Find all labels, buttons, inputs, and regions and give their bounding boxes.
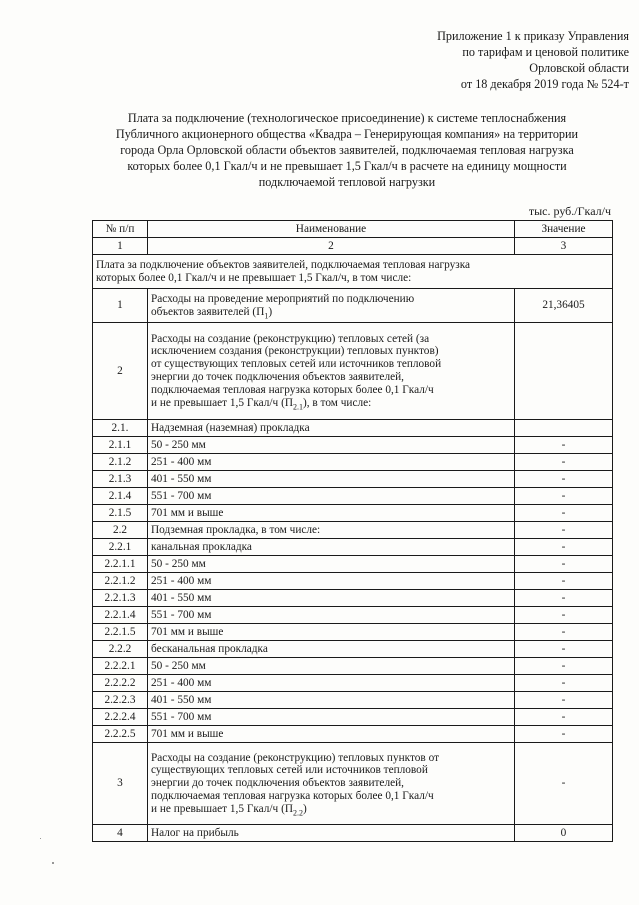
row-name: 50 - 250 мм — [148, 556, 515, 573]
table-column-numbers-row — [93, 238, 613, 255]
row-4-num: 4 — [93, 825, 148, 842]
title-line-4: которых более 0,1 Гкал/ч и не превышает 1,5 Гкал/ч в расчете на единицу мощности — [127, 159, 567, 173]
row-name: бесканальная прокладка — [148, 641, 515, 658]
row-value: - — [515, 590, 613, 607]
row-num: 2.2.2.5 — [93, 726, 148, 743]
row-name: 251 - 400 мм — [148, 675, 515, 692]
appendix-header — [379, 28, 629, 92]
table-row — [93, 437, 613, 454]
appendix-line-3: Орловской области — [529, 61, 629, 75]
table-row — [93, 692, 613, 709]
row-1-subscript: 1 — [264, 310, 269, 320]
row-3-line-4: подключаемая тепловая нагрузка которых более 0,1 Гкал/ч — [151, 789, 434, 802]
row-num: 2.2.2 — [93, 641, 148, 658]
tariff-table — [92, 220, 613, 842]
row-num: 2.2.2.1 — [93, 658, 148, 675]
row-value: - — [515, 454, 613, 471]
column-number-1: 1 — [93, 238, 148, 255]
row-4-value: 0 — [515, 825, 613, 842]
table-row — [93, 488, 613, 505]
row-name: 701 мм и выше — [148, 505, 515, 522]
row-value: - — [515, 675, 613, 692]
appendix-line-1: Приложение 1 к приказу Управления — [437, 29, 629, 43]
row-num: 2.1. — [93, 420, 148, 437]
row-name: 50 - 250 мм — [148, 437, 515, 454]
row-3-line-5 — [151, 803, 511, 816]
table-row — [93, 709, 613, 726]
title-line-3: города Орла Орловской области объектов заявителей, подключаемая тепловая нагрузка — [120, 143, 574, 157]
table-row — [93, 641, 613, 658]
row-1-line-1: Расходы на проведение мероприятий по подключению — [151, 292, 415, 305]
row-name: 551 - 700 мм — [148, 709, 515, 726]
row-2-line-2: исключением создания (реконструкции) тепловых пунктов) — [151, 345, 439, 358]
table-row — [93, 471, 613, 488]
row-2-line-3: от существующих тепловых сетей или источников тепловой — [151, 358, 442, 371]
row-name: 401 - 550 мм — [148, 692, 515, 709]
column-number-2: 2 — [148, 238, 515, 255]
row-name: 701 мм и выше — [148, 726, 515, 743]
header-name: Наименование — [148, 221, 515, 238]
row-num: 2.2.1.5 — [93, 624, 148, 641]
row-num: 2.1.5 — [93, 505, 148, 522]
header-value: Значение — [515, 221, 613, 238]
table-row-3 — [93, 743, 613, 825]
row-1-line-2 — [151, 306, 511, 319]
row-name: 401 - 550 мм — [148, 590, 515, 607]
row-3-line-1: Расходы на создание (реконструкцию) тепловых пунктов от — [151, 751, 440, 764]
row-name: Надземная (наземная) прокладка — [148, 420, 515, 437]
row-2-value — [515, 323, 613, 420]
row-name: канальная прокладка — [148, 539, 515, 556]
row-2-name — [148, 323, 515, 420]
row-1-line-2-text: объектов заявителей (П — [151, 305, 265, 318]
column-number-3: 3 — [515, 238, 613, 255]
row-4-name: Налог на прибыль — [148, 825, 515, 842]
row-value: - — [515, 726, 613, 743]
units-label: тыс. руб./Гкал/ч — [528, 204, 611, 218]
row-value: - — [515, 539, 613, 556]
row-value — [515, 420, 613, 437]
row-2-line-1: Расходы на создание (реконструкцию) тепловых сетей (за — [151, 332, 430, 345]
table-row — [93, 590, 613, 607]
table-row — [93, 505, 613, 522]
row-2-num: 2 — [93, 323, 148, 420]
row-3-num: 3 — [93, 743, 148, 825]
row-3-line-3: энергии до точек подключения объектов заявителей, — [151, 777, 404, 790]
row-value: - — [515, 624, 613, 641]
row-num: 2.2.1 — [93, 539, 148, 556]
table-row — [93, 573, 613, 590]
row-num: 2.1.3 — [93, 471, 148, 488]
scan-speck — [40, 838, 41, 839]
row-name: 251 - 400 мм — [148, 573, 515, 590]
row-3-value: - — [515, 743, 613, 825]
row-3-name — [148, 743, 515, 825]
row-value: - — [515, 658, 613, 675]
row-3-line-5-tail: ) — [302, 802, 307, 815]
title-line-2: Публичного акционерного общества «Квадра – Генерирующая компания» на территории — [115, 127, 579, 141]
table-row — [93, 658, 613, 675]
table-row — [93, 607, 613, 624]
row-num: 2.2.2.4 — [93, 709, 148, 726]
table-row-2 — [93, 323, 613, 420]
row-1-name — [148, 289, 515, 323]
table-row — [93, 556, 613, 573]
row-value: - — [515, 641, 613, 658]
table-header-row — [93, 221, 613, 238]
row-2-line-5: подключаемая тепловая нагрузка которых более 0,1 Гкал/ч — [151, 383, 434, 396]
row-value: - — [515, 573, 613, 590]
row-value: - — [515, 692, 613, 709]
row-name: 551 - 700 мм — [148, 488, 515, 505]
row-num: 2.2 — [93, 522, 148, 539]
table-row — [93, 454, 613, 471]
row-value: - — [515, 437, 613, 454]
row-name: 401 - 550 мм — [148, 471, 515, 488]
row-2-line-6 — [151, 397, 511, 410]
row-num: 2.1.4 — [93, 488, 148, 505]
table-row — [93, 420, 613, 437]
title-line-1: Плата за подключение (технологическое присоединение) к системе теплоснабжения — [127, 111, 567, 125]
row-1-value: 21,36405 — [515, 289, 613, 323]
table-row — [93, 539, 613, 556]
row-2-line-6-text: и не превышает 1,5 Гкал/ч (П — [151, 396, 293, 409]
document-title — [78, 110, 616, 190]
title-line-5: подключаемой тепловой нагрузки — [258, 175, 436, 189]
row-name: Подземная прокладка, в том числе: — [148, 522, 515, 539]
row-num: 2.1.1 — [93, 437, 148, 454]
section-cell — [93, 255, 613, 289]
row-value: - — [515, 607, 613, 624]
appendix-line-2: по тарифам и ценовой политике — [462, 45, 629, 59]
row-value: - — [515, 505, 613, 522]
section-row — [93, 255, 613, 289]
row-num: 2.2.1.1 — [93, 556, 148, 573]
section-line-1: Плата за подключение объектов заявителей, подключаемая тепловая нагрузка — [96, 258, 471, 271]
table-row-1 — [93, 289, 613, 323]
row-1-num: 1 — [93, 289, 148, 323]
row-value: - — [515, 522, 613, 539]
appendix-line-4: от 18 декабря 2019 года № 524-т — [460, 77, 629, 91]
row-value: - — [515, 488, 613, 505]
row-3-line-5-text: и не превышает 1,5 Гкал/ч (П — [151, 802, 293, 815]
table-row — [93, 522, 613, 539]
row-name: 251 - 400 мм — [148, 454, 515, 471]
header-num: № п/п — [93, 221, 148, 238]
row-name: 551 - 700 мм — [148, 607, 515, 624]
table-row — [93, 726, 613, 743]
table-row — [93, 624, 613, 641]
row-num: 2.2.1.3 — [93, 590, 148, 607]
row-1-line-2-tail: ) — [268, 305, 273, 318]
row-num: 2.2.2.2 — [93, 675, 148, 692]
table-row — [93, 675, 613, 692]
row-num: 2.1.2 — [93, 454, 148, 471]
scan-speck — [52, 862, 54, 864]
row-2-line-6-tail: ), в том числе: — [302, 396, 372, 409]
row-name: 701 мм и выше — [148, 624, 515, 641]
section-line-2: которых более 0,1 Гкал/ч и не превышает 1,5 Гкал/ч, в том числе: — [96, 271, 412, 284]
row-2-subscript: 2.1 — [292, 401, 303, 411]
row-num: 2.2.1.2 — [93, 573, 148, 590]
row-num: 2.2.1.4 — [93, 607, 148, 624]
row-value: - — [515, 471, 613, 488]
row-3-subscript: 2.2 — [292, 807, 303, 817]
row-value: - — [515, 709, 613, 726]
table-row-4 — [93, 825, 613, 842]
row-num: 2.2.2.3 — [93, 692, 148, 709]
row-2-line-4: энергии до точек подключения объектов заявителей, — [151, 371, 404, 383]
row-3-line-2: существующих тепловых сетей или источников тепловой — [151, 764, 428, 777]
row-name: 50 - 250 мм — [148, 658, 515, 675]
row-value: - — [515, 556, 613, 573]
